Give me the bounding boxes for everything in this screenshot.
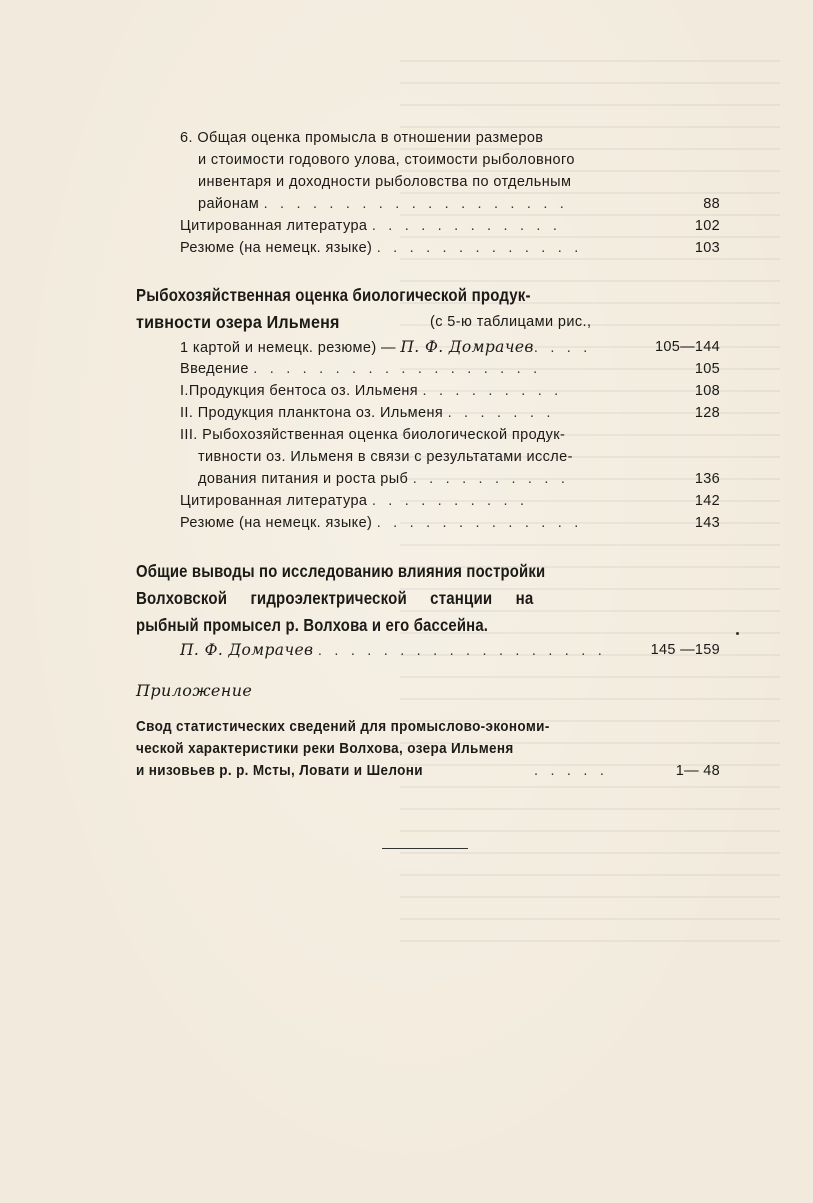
toc-entry[interactable]: дования питания и роста рыб . . . . . . . . . . 136: [180, 468, 720, 490]
article-2-line-2[interactable]: Волховской гидроэлектрической станции на: [136, 588, 534, 608]
page-range: 105—144: [655, 339, 720, 355]
page-number: 108: [694, 383, 720, 399]
page-range: 145 —159: [650, 642, 720, 658]
toc-entry[interactable]: II. Продукция планктона оз. Ильменя . . . . . . . 128: [180, 402, 720, 424]
article-1: [136, 282, 720, 336]
appendix-title: Приложение: [136, 681, 253, 700]
article-2: [136, 558, 720, 639]
page-range: 1— 48: [675, 763, 720, 779]
page-number: 136: [694, 471, 720, 487]
toc-entry[interactable]: Резюме (на немецк. языке) . . . . . . . . . . . . . 143: [180, 512, 720, 534]
page-number: 102: [694, 218, 720, 234]
page-number: 143: [694, 515, 720, 531]
article-1-heading-line-2[interactable]: тивности озера Ильменя (с 5-ю таблицами рис.,: [136, 312, 592, 332]
author-name: П. Ф. Домрачев: [400, 338, 534, 356]
page-number: 142: [694, 493, 720, 509]
page-number: 103: [694, 240, 720, 256]
appendix-line-1[interactable]: Свод статистических сведений для промыслово-экономи-: [136, 718, 550, 735]
author-name: П. Ф. Домрачев: [180, 641, 314, 659]
page-number: 128: [694, 405, 720, 421]
article-1-heading-line-1[interactable]: Рыбохозяйственная оценка биологической продук-: [136, 285, 531, 305]
appendix-line-2[interactable]: ческой характеристики реки Волхова, озера Ильменя: [136, 740, 514, 757]
section-3-line-1: III. Рыбохозяйственная оценка биологической продук-: [180, 427, 566, 443]
toc-entry[interactable]: Резюме (на немецк. языке) . . . . . . . . . . . . . 103: [180, 237, 720, 259]
section-3-line-2: тивности оз. Ильменя в связи с результатами иссле-: [198, 449, 573, 465]
section-6: [180, 127, 720, 259]
section-6-line-1: 6. Общая оценка промысла в отношении размеров: [180, 130, 544, 146]
article-2-author-line[interactable]: П. Ф. Домрачев . . . . . . . . . . . . . . . . . . 145 —159: [180, 641, 720, 659]
toc-entry[interactable]: районам . . . . . . . . . . . . . . . . . . . 88: [180, 193, 720, 215]
appendix-entry: [136, 716, 720, 782]
page-number: 88: [703, 196, 720, 212]
page-number: 105: [694, 361, 720, 377]
appendix-line-3[interactable]: и низовьев р. р. Мсты, Ловати и Шелони . . . . . 1— 48: [136, 760, 720, 782]
article-2-author: [180, 639, 720, 661]
toc-entry[interactable]: Цитированная литература . . . . . . . . . . 142: [180, 490, 720, 512]
print-speck: [736, 632, 739, 635]
section-6-line-2: и стоимости годового улова, стоимости рыболовного: [198, 152, 575, 168]
appendix: [136, 679, 720, 703]
article-2-line-3[interactable]: рыбный промысел р. Волхова и его бассейна.: [136, 615, 489, 635]
section-6-line-3: инвентаря и доходности рыболовства по отдельным: [198, 174, 572, 190]
toc-entry[interactable]: Цитированная литература . . . . . . . . . . . . 102: [180, 215, 720, 237]
article-2-line-1[interactable]: Общие выводы по исследованию влияния постройки: [136, 561, 546, 581]
article-1-author-line[interactable]: 1 картой и немецк. резюме) — П. Ф. Домрачев. . . . 105—144: [180, 338, 720, 356]
article-1-body: [180, 336, 720, 534]
toc-entry[interactable]: I.Продукция бентоса оз. Ильменя . . . . . . . . . 108: [180, 380, 720, 402]
divider-rule: [382, 848, 468, 849]
toc-entry[interactable]: Введение . . . . . . . . . . . . . . . . . . 105: [180, 358, 720, 380]
